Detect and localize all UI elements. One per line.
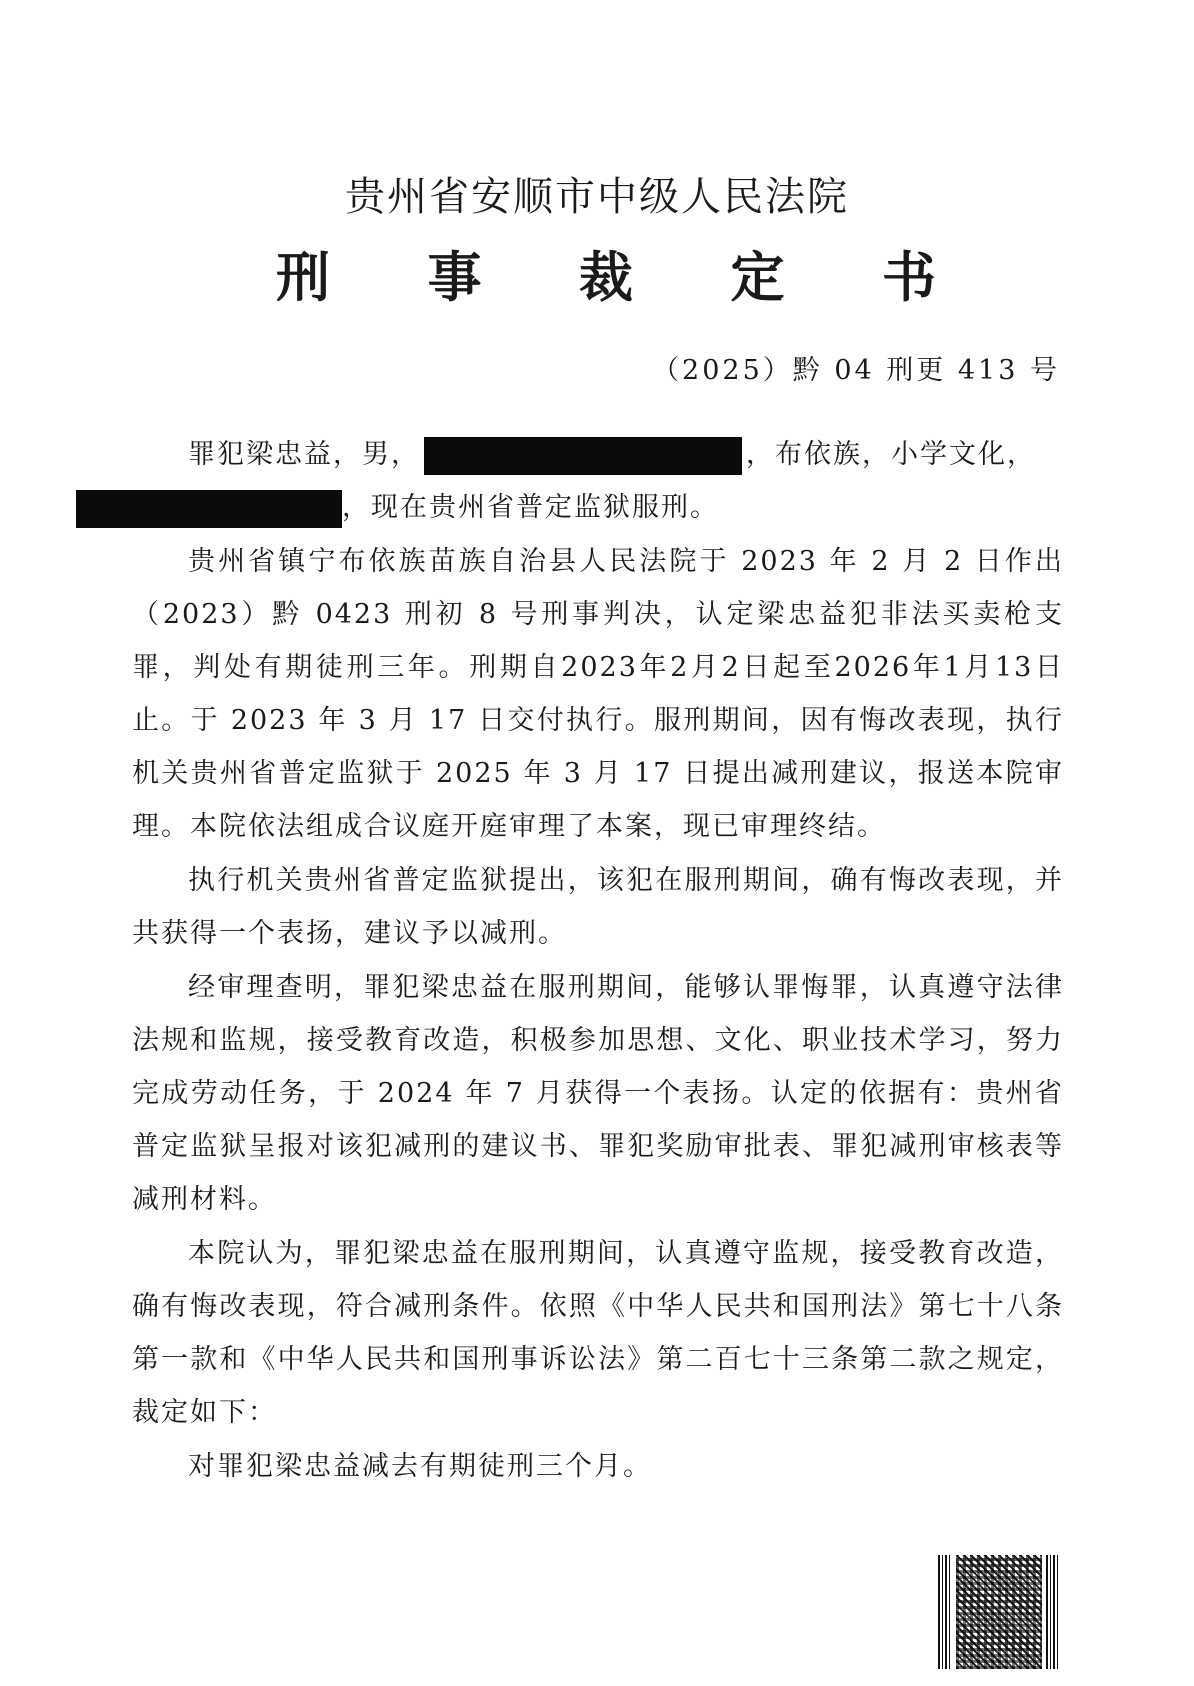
qr-code-icon [956, 1555, 1042, 1669]
title-char: 事 [427, 246, 482, 309]
paragraph-findings: 经审理查明，罪犯梁忠益在服刑期间，能够认罪悔罪，认真遵守法律法规和监规，接受教育改造，积极参加思想、文化、职业技术学习，努力完成劳动任务，于 2024 年 7 月获得一个表扬。认定的依据有：贵州省普定监狱呈报对该犯减刑的建议书、罪犯奖励审批表、罪犯减刑审核表等减刑材料。 [132, 972, 1064, 1215]
title-char: 刑 [276, 246, 330, 309]
barcode-bars [1046, 1555, 1060, 1669]
paragraph-proposal: 执行机关贵州省普定监狱提出，该犯在服刑期间，确有悔改表现，并共获得一个表扬，建议予以减刑。 [132, 865, 1064, 949]
defendant-intro: 罪犯梁忠益，男， [188, 439, 420, 470]
paragraph-defendant [132, 428, 1064, 534]
title-char: 书 [882, 246, 936, 309]
title-char: 裁 [579, 246, 633, 309]
redaction-block [424, 437, 742, 475]
court-name: 贵州省安顺市中级人民法院 [345, 174, 849, 220]
case-number: （2025）黔 04 刑更 413 号 [652, 355, 1060, 386]
defendant-location: ，现在贵州省普定监狱服刑。 [342, 492, 719, 523]
document-title [276, 235, 936, 312]
paragraph-judgment: 贵州省镇宁布依族苗族自治县人民法院于 2023 年 2 月 2 日作出（2023）黔 0423 刑初 8 号刑事判决，认定梁忠益犯非法买卖枪支罪，判处有期徒刑三年。刑期自2023年2月2日起至2026年1月13日止。于 2023 年 3 月 17 日交付执行。服刑期间，因有悔改表现，执行机关贵州省普定监狱于 2025 年 3 月 17 日提出减刑建议，报送本院审理。本院依法组成合议庭开庭审理了本案，现已审理终结。 [132, 546, 1064, 842]
defendant-ethnicity: ，布依族，小学文化， [746, 439, 1036, 470]
redaction-block [76, 490, 342, 528]
paragraph-opinion: 本院认为，罪犯梁忠益在服刑期间，认真遵守监规，接受教育改造，确有悔改表现，符合减刑条件。依照《中华人民共和国刑法》第七十八条第一款和《中华人民共和国刑事诉讼法》第二百七十三条第二款之规定，裁定如下： [132, 1238, 1064, 1428]
barcode-bars [938, 1555, 952, 1669]
document-body [132, 428, 1064, 1494]
title-char: 定 [730, 246, 785, 309]
paragraph-ruling: 对罪犯梁忠益减去有期徒刑三个月。 [188, 1451, 652, 1482]
barcode-icon [938, 1555, 1060, 1669]
